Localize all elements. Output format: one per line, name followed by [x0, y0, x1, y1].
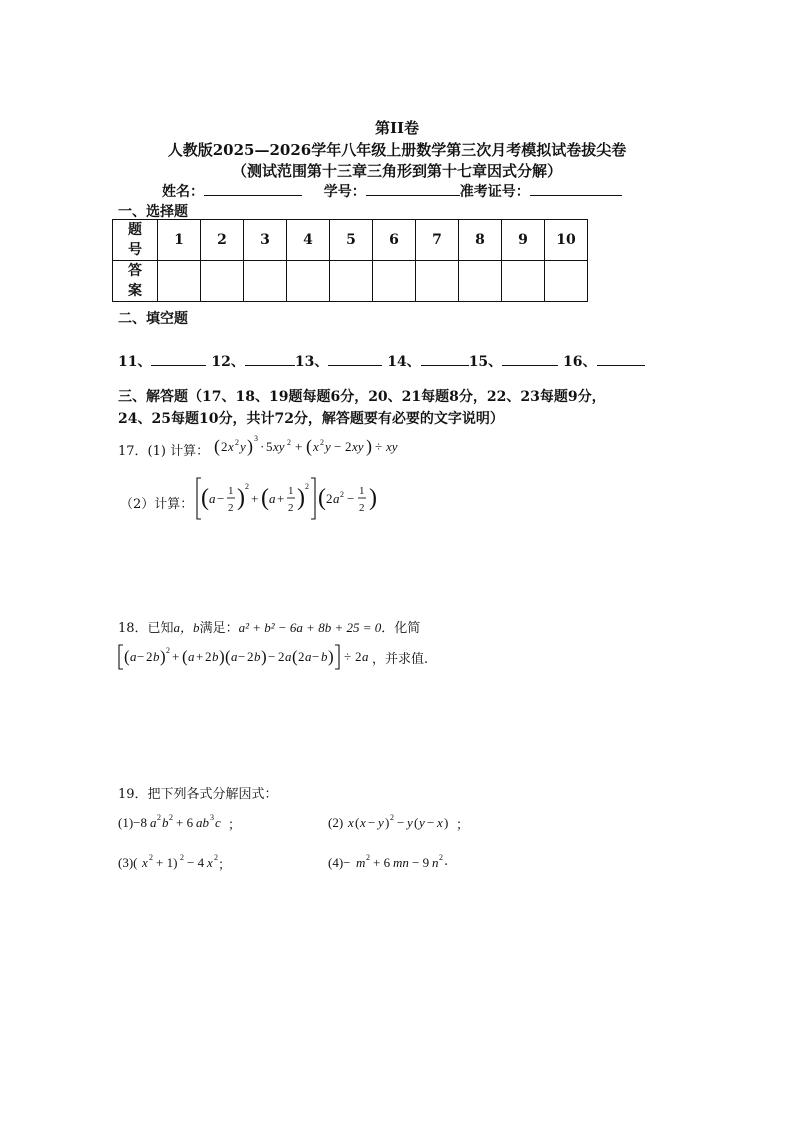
- row-label-char: 答: [128, 263, 142, 279]
- svg-text:−: −: [312, 649, 320, 664]
- svg-text:2: 2: [345, 439, 352, 454]
- fill-blank[interactable]: [328, 352, 382, 366]
- svg-text:2: 2: [359, 502, 365, 514]
- svg-text:): ): [237, 485, 245, 511]
- svg-text:a: a: [130, 649, 137, 664]
- question-number-cell: 2: [201, 220, 244, 261]
- svg-text:b: b: [212, 649, 219, 664]
- fill-item-label: 14、: [387, 354, 421, 370]
- svg-text:2: 2: [287, 438, 291, 447]
- fill-blank[interactable]: [421, 352, 469, 366]
- svg-text:(1)−8: (1)−8: [118, 815, 147, 830]
- q19-part3-tail: ；: [218, 858, 232, 873]
- svg-text:): ): [444, 815, 449, 830]
- svg-text:3: 3: [210, 813, 214, 822]
- paper-scope: （测试范围第十三章三角形到第十七章因式分解）: [231, 162, 562, 180]
- svg-text:÷: ÷: [375, 439, 383, 454]
- q17-part2-label: （2）计算：: [120, 497, 194, 512]
- svg-text:y: y: [325, 439, 331, 454]
- svg-text:2: 2: [205, 649, 212, 664]
- svg-text:x: x: [437, 815, 443, 830]
- fill-item-label: 13、: [294, 354, 329, 370]
- fill-blank-row: [118, 351, 645, 371]
- section-solve-title-line1: 三、解答题（17、18、19题每题6分，20、21每题8分，22、23每题9分，: [118, 389, 606, 405]
- svg-text:): ): [369, 485, 377, 511]
- svg-text:−: −: [397, 815, 405, 830]
- fill-item-label: 15、: [468, 354, 503, 370]
- svg-text:x: x: [348, 815, 354, 830]
- svg-text:c: c: [215, 815, 221, 830]
- svg-text:2: 2: [247, 649, 254, 664]
- fill-blank[interactable]: [597, 352, 645, 366]
- row-label-char: 号: [128, 242, 142, 258]
- question-number-cell: 3: [244, 220, 287, 261]
- q18-condition: [118, 617, 420, 636]
- q18-expression: [116, 642, 376, 672]
- svg-text:÷: ÷: [344, 649, 352, 664]
- question-number-cell: 6: [373, 220, 416, 261]
- name-field[interactable]: [204, 181, 302, 196]
- q19-part4-tail: .: [444, 854, 449, 869]
- svg-text:m: m: [356, 855, 366, 870]
- svg-text:+ 1): + 1): [156, 855, 178, 870]
- svg-text:): ): [297, 485, 305, 511]
- answer-cell[interactable]: [416, 261, 459, 302]
- question-number-cell: 8: [459, 220, 502, 261]
- svg-text:(: (: [201, 485, 209, 511]
- q18-intro: 18．已知: [118, 621, 174, 636]
- volume-label: 第II卷: [374, 119, 420, 137]
- svg-text:(4)−: (4)−: [328, 855, 351, 870]
- svg-text:2: 2: [245, 482, 249, 491]
- svg-text:2: 2: [221, 439, 228, 454]
- id-field[interactable]: [366, 181, 460, 196]
- question-number-cell: 4: [287, 220, 330, 261]
- svg-text:2: 2: [169, 813, 173, 822]
- fill-item-label: 11、: [118, 354, 152, 370]
- fill-blank[interactable]: [151, 352, 206, 366]
- exam-number-label: 准考证号：: [459, 184, 530, 200]
- svg-text:2: 2: [355, 649, 362, 664]
- svg-text:(: (: [318, 485, 326, 511]
- svg-text:x: x: [142, 855, 148, 870]
- svg-text:−: −: [137, 649, 145, 664]
- svg-text:2: 2: [146, 649, 153, 664]
- svg-text:): ): [385, 815, 390, 830]
- svg-text:−: −: [238, 649, 246, 664]
- question-number-cell: 1: [158, 220, 201, 261]
- svg-text:(: (: [214, 436, 220, 456]
- q18-satisfy: 满足：: [199, 621, 239, 636]
- svg-text:+ 6: + 6: [176, 815, 194, 830]
- svg-text:2: 2: [166, 646, 170, 655]
- q17-part2-formula: [193, 474, 393, 524]
- svg-text:2: 2: [214, 853, 218, 862]
- svg-text:b: b: [162, 815, 169, 830]
- svg-text:+: +: [295, 439, 303, 454]
- q19-part2-tail: ；: [456, 818, 470, 833]
- svg-text:b: b: [321, 649, 328, 664]
- section-fill-title: 二、填空题: [118, 311, 188, 327]
- svg-text:(: (: [306, 436, 312, 456]
- id-label: 学号：: [323, 184, 366, 200]
- svg-text:a: a: [285, 649, 292, 664]
- svg-text:a: a: [333, 491, 340, 506]
- svg-text:): ): [247, 436, 253, 456]
- question-number-cell: 9: [502, 220, 545, 261]
- svg-text:a: a: [150, 815, 157, 830]
- paper-title: 人教版2025—2026学年八年级上册数学第三次月考模拟试卷拔尖卷: [167, 141, 627, 159]
- svg-text:(2): (2): [328, 815, 344, 830]
- q19-part2-formula: [326, 810, 466, 834]
- q18-equation: a² + b² − 6a + 8b + 25 = 0: [238, 620, 382, 635]
- answer-cell[interactable]: [287, 261, 330, 302]
- svg-text:x: x: [313, 439, 319, 454]
- fill-item-label: 16、: [563, 354, 597, 370]
- svg-text:2: 2: [228, 502, 234, 514]
- svg-text:+: +: [277, 491, 285, 506]
- svg-text:): ): [160, 647, 166, 666]
- svg-text:x: x: [207, 855, 213, 870]
- fill-blank[interactable]: [502, 352, 558, 366]
- answer-cell[interactable]: [244, 261, 287, 302]
- svg-text:ab: ab: [196, 815, 209, 830]
- svg-text:2: 2: [340, 490, 344, 499]
- svg-text:(: (: [292, 647, 298, 666]
- q19-part4-formula: [326, 850, 456, 874]
- svg-text:2: 2: [288, 502, 294, 514]
- fill-item-label: 12、: [211, 354, 245, 370]
- name-label: 姓名：: [162, 184, 204, 200]
- svg-text:+: +: [251, 491, 259, 506]
- svg-text:2: 2: [439, 853, 443, 862]
- svg-text:(: (: [414, 815, 419, 830]
- svg-text:(: (: [355, 815, 360, 830]
- svg-text:x: x: [360, 815, 366, 830]
- svg-text:(: (: [124, 647, 130, 666]
- q17-part1-label: 17．(1) 计算：: [118, 444, 210, 459]
- svg-text:n: n: [432, 855, 439, 870]
- svg-text:2: 2: [180, 853, 184, 862]
- svg-text:mn: mn: [393, 855, 409, 870]
- svg-text:a: a: [362, 649, 369, 664]
- row-label-answer: [113, 261, 158, 302]
- svg-text:a: a: [188, 649, 195, 664]
- svg-text:2: 2: [366, 853, 370, 862]
- svg-text:a: a: [231, 649, 238, 664]
- svg-text:2: 2: [157, 813, 161, 822]
- svg-text:2: 2: [305, 482, 309, 491]
- svg-text:(: (: [182, 647, 188, 666]
- svg-text:2: 2: [235, 438, 239, 447]
- svg-text:(3)(: (3)(: [118, 855, 138, 870]
- svg-text:1: 1: [359, 485, 365, 497]
- svg-text:(: (: [261, 485, 269, 511]
- exam-number-field[interactable]: [530, 181, 622, 196]
- svg-text:+: +: [196, 649, 204, 664]
- q18-simplify: ．化简: [381, 621, 421, 636]
- svg-text:1: 1: [288, 485, 294, 497]
- svg-text:): ): [366, 436, 372, 456]
- answer-cell[interactable]: [373, 261, 416, 302]
- svg-text:b: b: [254, 649, 261, 664]
- svg-text:a: a: [209, 491, 216, 506]
- svg-text:−: −: [427, 815, 435, 830]
- svg-text:2: 2: [390, 813, 394, 822]
- q19-title: 19．把下列各式分解因式：: [118, 787, 278, 802]
- answer-cell[interactable]: [330, 261, 373, 302]
- svg-text:xy: xy: [352, 439, 364, 454]
- svg-text:xy: xy: [386, 439, 398, 454]
- svg-text:− 9: − 9: [412, 855, 430, 870]
- answer-table: [112, 219, 588, 302]
- table-row-answers: [113, 261, 588, 302]
- svg-text:1: 1: [228, 485, 234, 497]
- answer-cell[interactable]: [502, 261, 545, 302]
- answer-cell[interactable]: [459, 261, 502, 302]
- svg-text:a: a: [305, 649, 312, 664]
- question-number-cell: 5: [330, 220, 373, 261]
- student-info-row: [162, 181, 622, 201]
- section-choice-title: 一、选择题: [118, 204, 188, 220]
- answer-cell[interactable]: [158, 261, 201, 302]
- question-number-cell: 7: [416, 220, 459, 261]
- svg-text:y: y: [240, 439, 246, 454]
- svg-text:2: 2: [298, 649, 305, 664]
- svg-text:2: 2: [278, 649, 285, 664]
- svg-text:y: y: [378, 815, 384, 830]
- svg-text:5: 5: [266, 439, 273, 454]
- svg-text:a: a: [269, 491, 276, 506]
- svg-text:3: 3: [254, 434, 258, 443]
- q17-part1-formula: [214, 432, 414, 460]
- answer-cell[interactable]: [545, 261, 588, 302]
- svg-text:+: +: [172, 649, 180, 664]
- svg-text:−: −: [268, 649, 276, 664]
- row-label-number: [113, 220, 158, 261]
- svg-text:(: (: [225, 647, 231, 666]
- q18-tail: ，并求值.: [372, 652, 429, 667]
- q19-part1-tail: ；: [228, 818, 242, 833]
- svg-text:− 4: − 4: [187, 855, 205, 870]
- svg-text:y: y: [419, 815, 425, 830]
- svg-text:): ): [261, 647, 267, 666]
- question-number-cell: 10: [545, 220, 588, 261]
- svg-text:−: −: [334, 439, 342, 454]
- svg-text:): ): [328, 647, 334, 666]
- svg-text:2: 2: [149, 853, 153, 862]
- svg-text:−: −: [368, 815, 376, 830]
- table-row-numbers: [113, 220, 588, 261]
- svg-text:b: b: [153, 649, 160, 664]
- answer-cell[interactable]: [201, 261, 244, 302]
- svg-text:xy: xy: [273, 439, 285, 454]
- svg-text:): ): [219, 647, 225, 666]
- section-solve-title-line2: 24、25每题10分，共计72分，解答题要有必要的文字说明）: [118, 411, 504, 427]
- q18-variables: a，b: [173, 620, 200, 635]
- svg-text:·: ·: [260, 439, 265, 454]
- fill-blank[interactable]: [245, 352, 295, 366]
- row-label-char: 案: [128, 283, 142, 299]
- svg-text:2: 2: [326, 491, 333, 506]
- svg-text:x: x: [228, 439, 234, 454]
- svg-text:+ 6: + 6: [373, 855, 391, 870]
- svg-text:−: −: [217, 491, 225, 506]
- svg-text:−: −: [347, 491, 355, 506]
- row-label-char: 题: [128, 222, 142, 238]
- svg-text:2: 2: [320, 438, 324, 447]
- svg-text:y: y: [407, 815, 413, 830]
